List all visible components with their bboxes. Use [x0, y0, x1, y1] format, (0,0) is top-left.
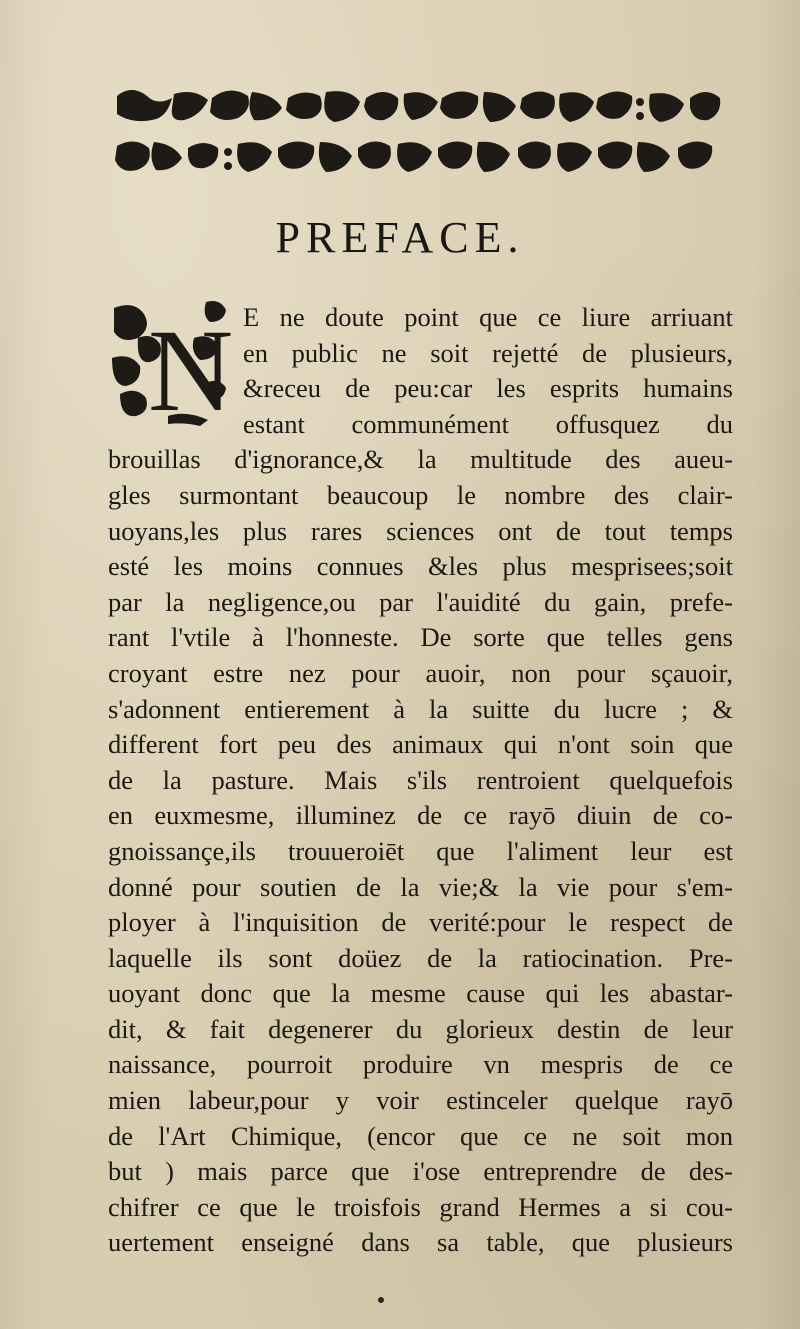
text-line: laquelle ils sont doüez de la ratiocination. Pre- [108, 942, 733, 973]
text-line: gnoissançe,ils trouueroiēt que l'aliment leur est [108, 835, 733, 866]
text-line: &receu de peu:car les esprits humains [243, 373, 733, 404]
initial-letter: N [148, 305, 234, 430]
text-line: chifrer ce que le troisfois grand Hermes a si cou- [108, 1191, 733, 1222]
fleuron-row-bottom [115, 141, 712, 172]
preface-body [108, 300, 733, 1261]
text-line: en euxmesme, illuminez de ce rayō diuin de co- [108, 800, 733, 831]
text-line: gles surmontant beaucoup le nombre des clair- [108, 479, 733, 510]
text-line: rant l'vtile à l'honneste. De sorte que telles gens [108, 622, 733, 653]
fleuron-row-top [112, 90, 724, 130]
ornament-svg [112, 86, 724, 196]
text-line: par la negligence,ou par l'auidité du gain, prefe- [108, 586, 733, 617]
page-title: PREFACE. [275, 213, 525, 262]
text-line: en public ne soit rejetté de plusieurs, [243, 337, 733, 368]
text-line: de la pasture. Mais s'ils rentroient quelquefois [108, 764, 733, 795]
text-line: croyant estre nez pour auoir, non pour sçauoir, [108, 657, 733, 688]
text-line: de l'Art Chimique, (encor que ce ne soit mon [108, 1120, 733, 1151]
text-line: E ne doute point que ce liure arriuant [243, 302, 733, 332]
headpiece-ornament [112, 86, 724, 196]
signature-mark [378, 1297, 384, 1303]
text-line: ployer à l'inquisition de verité:pour le respect de [108, 907, 733, 938]
text-line: estant communément offusquez du [243, 408, 733, 439]
text-line: brouillas d'ignorance,& la multitude des aueu- [108, 444, 733, 475]
text-line: uoyant donc que la mesme cause qui les abastar- [108, 978, 733, 1009]
text-line: s'adonnent entierement à la suitte du lucre ; & [108, 693, 733, 724]
text-line: mien labeur,pour y voir estinceler quelque rayō [108, 1085, 733, 1116]
text-line: uoyans,les plus rares sciences ont de tout temps [108, 515, 733, 546]
text-line: dit, & fait degenerer du glorieux destin de leur [108, 1013, 733, 1044]
text-line: but ) mais parce que i'ose entreprendre de des- [108, 1156, 733, 1187]
text-line: naissance, pourroit produire vn mespris de ce [108, 1049, 733, 1080]
text-line: donné pour soutien de la vie;& la vie pour s'em- [108, 871, 733, 902]
text-line: different fort peu des animaux qui n'ont soin que [108, 729, 733, 760]
text-line: uertement enseigné dans sa table, que plusieurs [108, 1227, 733, 1258]
text-line: esté les moins connues &les plus mesprisees;soit [108, 551, 733, 582]
